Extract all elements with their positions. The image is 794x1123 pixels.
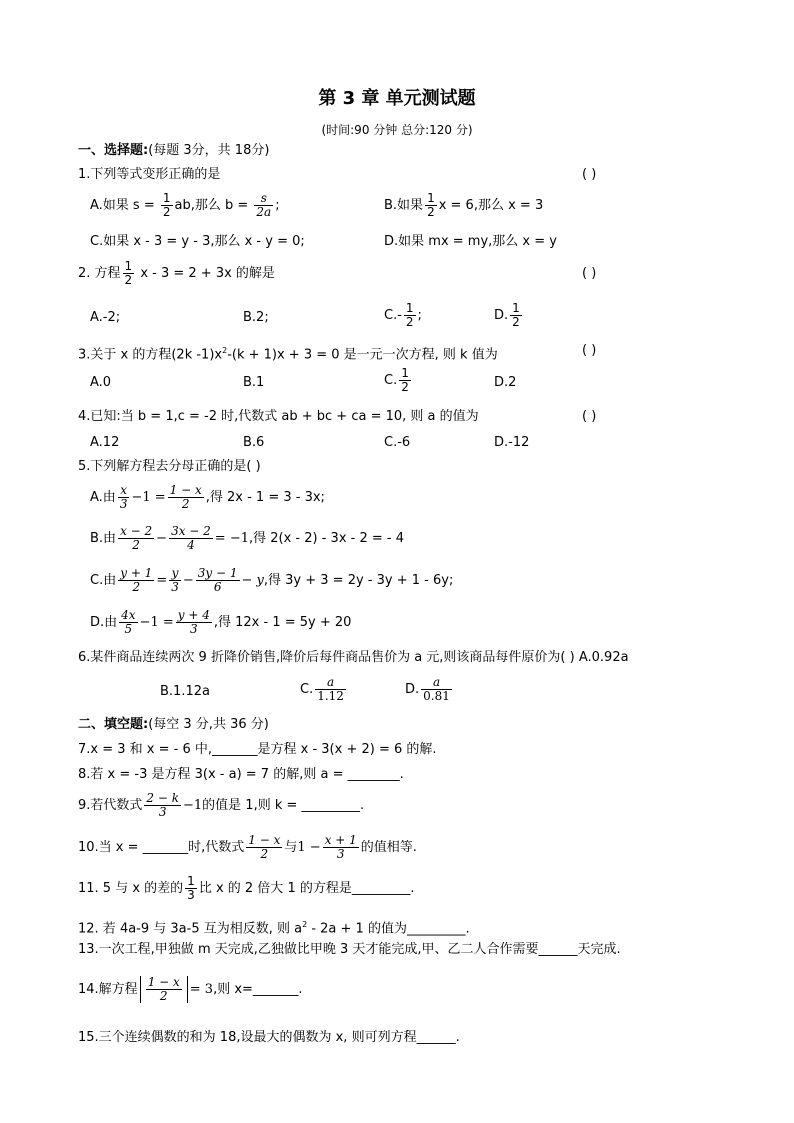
question-15: 15.三个连续偶数的和为 18,设最大的偶数为 x, 则可列方程______.: [78, 1030, 460, 1045]
option-c: C. $\frac{a}{1.12}$: [300, 675, 344, 703]
page-title: 第 3 章 单元测试题: [318, 88, 476, 109]
question-1-stem: 1.下列等式变形正确的是: [78, 167, 221, 182]
section-note: (每题 3分，共 18分): [148, 143, 270, 158]
option-a: A.12: [90, 435, 120, 450]
section-heading: [78, 717, 269, 733]
option-b: B.如果 $\frac{1}{2}$ x = 6,那么 x = 3: [384, 191, 544, 219]
option-d: D. $\frac{a}{0.81}$: [405, 675, 450, 703]
option-c: C.- $\frac{1}{2}$ ;: [384, 301, 422, 329]
question-6-stem: 6.某件商品连续两次 9 折降价销售,降价后每件商品售价为 a 元,则该商品每件原价为( ) A.0.92a: [78, 650, 629, 665]
question-7: 7.x = 3 和 x = - 6 中,_______是方程 x - 3(x + 2) = 6 的解.: [78, 742, 437, 757]
question-14: 14.解方程 $\frac{1 - x}{2}$ = 3,则 x=_______.: [78, 975, 303, 1003]
option-c: C.如果 x - 3 = y - 3,那么 x - y = 0;: [90, 234, 305, 249]
option-a: A.如果 s = $\frac{1}{2}$ ab,那么 b = $\frac{s}{2a}$ ;: [90, 191, 280, 219]
option-a: A.由 $\frac{x}{3}$ −1 = $\frac{1 - x}{2}$ ,得 2x - 1 = 3 - 3x;: [90, 483, 325, 511]
question-10: 10.当 x = _______时,代数式 $\frac{1 - x}{2}$ 与1 − $\frac{x + 1}{3}$ 的值相等.: [78, 833, 417, 861]
option-b: B.1.12a: [160, 684, 210, 699]
section-note: (每空 3 分,共 36 分): [148, 717, 269, 732]
option-d: D.2: [494, 375, 517, 390]
option-b: B.由 $\frac{x - 2}{2}$ − $\frac{3x - 2}{4}$ = −1,得 2(x - 2) - 3x - 2 = - 4: [90, 524, 404, 552]
question-8: 8.若 x = -3 是方程 3(x - a) = 7 的解,则 a = ________.: [78, 767, 404, 782]
section-title: 一、选择题:: [78, 143, 149, 158]
option-c: C. $\frac{1}{2}$: [384, 366, 409, 394]
section-title: 二、填空题:: [78, 717, 149, 732]
answer-paren: ( ): [582, 409, 597, 424]
question-13: 13.一次工程,甲独做 m 天完成,乙独做比甲晚 3 天才能完成,甲、乙二人合作需要______天完成.: [78, 942, 621, 957]
option-c: C.由 $\frac{y + 1}{2}$ = $\frac{y}{3}$ − $\frac{3y - 1}{6}$ − y,得 3y + 3 = 2y - 3y + 1 - 6y;: [90, 566, 454, 594]
option-d: D. $\frac{1}{2}$: [494, 301, 520, 329]
option-b: B.2;: [243, 310, 269, 325]
question-4-stem: 4.已知:当 b = 1,c = -2 时,代数式 ab + bc + ca = 10, 则 a 的值为: [78, 409, 479, 424]
option-d: D.如果 mx = my,那么 x = y: [384, 234, 557, 249]
section-heading: [78, 143, 269, 159]
option-c: C.-6: [384, 435, 411, 450]
answer-paren: ( ): [582, 343, 597, 358]
answer-paren: ( ): [582, 266, 597, 281]
question-9: 9.若代数式 $\frac{2 - k}{3}$ −1的值是 1,则 k = _________.: [78, 791, 365, 819]
question-3-stem: 3.关于 x 的方程(2k $-1)x^2-(k + 1)x + 3 = 0$ 是一元一次方程, 则 k 值为: [78, 346, 498, 363]
option-b: B.6: [243, 435, 265, 450]
question-12: 12. 若 4a-9 与 3a-5 互为相反数, 则 $a^2 - 2a + 1$ 的值为_________.: [78, 920, 470, 937]
question-2-stem: 2. 方程 $\frac{1}{2}$ x - 3 = 2 + 3x 的解是: [78, 259, 275, 287]
page-subtitle: (时间:90 分钟 总分:120 分): [321, 123, 473, 137]
option-a: A.0: [90, 375, 112, 390]
answer-paren: ( ): [582, 167, 597, 182]
option-b: B.1: [243, 375, 265, 390]
question-11: 11. 5 与 x 的差的 $\frac{1}{3}$ 比 x 的 2 倍大 1 的方程是_________.: [78, 874, 415, 902]
option-d: D.由 $\frac{4x}{5}$ −1 = $\frac{y + 4}{3}$ ,得 12x - 1 = 5y + 20: [90, 608, 352, 636]
option-a: A.-2;: [90, 310, 121, 325]
option-d: D.-12: [494, 435, 530, 450]
question-5-stem: 5.下列解方程去分母正确的是( ): [78, 459, 261, 474]
